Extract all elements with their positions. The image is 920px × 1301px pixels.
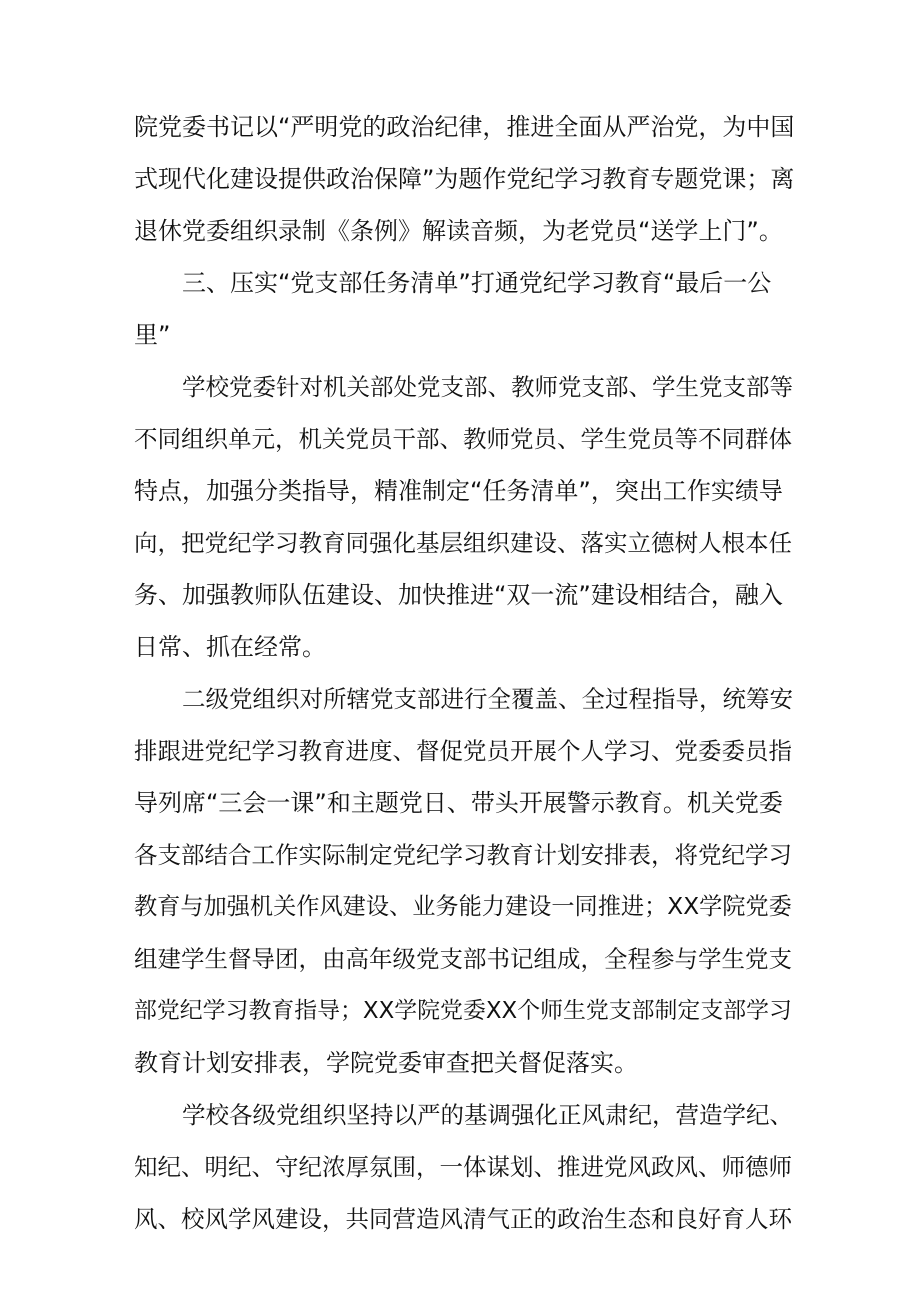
text-line: 学校党委针对机关部处党支部、教师党支部、学生党支部等 bbox=[182, 373, 793, 401]
text-line: 风、校风学风建设，共同营造风清气正的政治生态和良好育人环 bbox=[134, 1205, 792, 1233]
text-line: 各支部结合工作实际制定党纪学习教育计划安排表，将党纪学习 bbox=[134, 841, 792, 869]
text-line: 排跟进党纪学习教育进度、督促党员开展个人学习、党委委员指 bbox=[134, 737, 792, 765]
text-line: 部党纪学习教育指导；XX学院党委XX个师生党支部制定支部学习 bbox=[134, 998, 792, 1024]
text-line: 导列席“三会一课”和主题党日、带头开展警示教育。机关党委 bbox=[134, 789, 783, 817]
text-line: 退休党委组织录制《条例》解读音频，为老党员“送学上门”。 bbox=[134, 217, 783, 245]
text-line: 里” bbox=[134, 321, 171, 349]
text-line: 组建学生督导团，由高年级党支部书记组成，全程参与学生党支 bbox=[134, 945, 792, 973]
text-line: 不同组织单元，机关党员干部、教师党员、学生党员等不同群体 bbox=[134, 425, 792, 453]
text-line: 向，把党纪学习教育同强化基层组织建设、落实立德树人根本任 bbox=[134, 529, 792, 557]
text-line: 院党委书记以“严明党的政治纪律，推进全面从严治党，为中国 bbox=[134, 113, 795, 141]
text-line: 教育与加强机关作风建设、业务能力建设一同推进；XX学院党委 bbox=[134, 893, 792, 920]
text-line: 学校各级党组织坚持以严的基调强化正风肃纪，营造学纪、 bbox=[182, 1101, 793, 1129]
text-line: 务、加强教师队伍建设、加快推进“双一流”建设相结合，融入 bbox=[134, 581, 783, 609]
text-line: 日常、抓在经常。 bbox=[134, 633, 326, 661]
text-line: 特点，加强分类指导，精准制定“任务清单”，突出工作实绩导 bbox=[134, 477, 783, 505]
text-line: 教育计划安排表，学院党委审查把关督促落实。 bbox=[134, 1049, 638, 1077]
text-line: 二级党组织对所辖党支部进行全覆盖、全过程指导，统筹安 bbox=[182, 685, 793, 713]
text-line: 三、压实“党支部任务清单”打通党纪学习教育“最后一公 bbox=[182, 269, 772, 297]
body-text bbox=[134, 101, 794, 1245]
text-line: 知纪、明纪、守纪浓厚氛围，一体谋划、推进党风政风、师德师 bbox=[134, 1153, 792, 1181]
text-line: 式现代化建设提供政治保障”为题作党纪学习教育专题党课；离 bbox=[134, 165, 795, 193]
